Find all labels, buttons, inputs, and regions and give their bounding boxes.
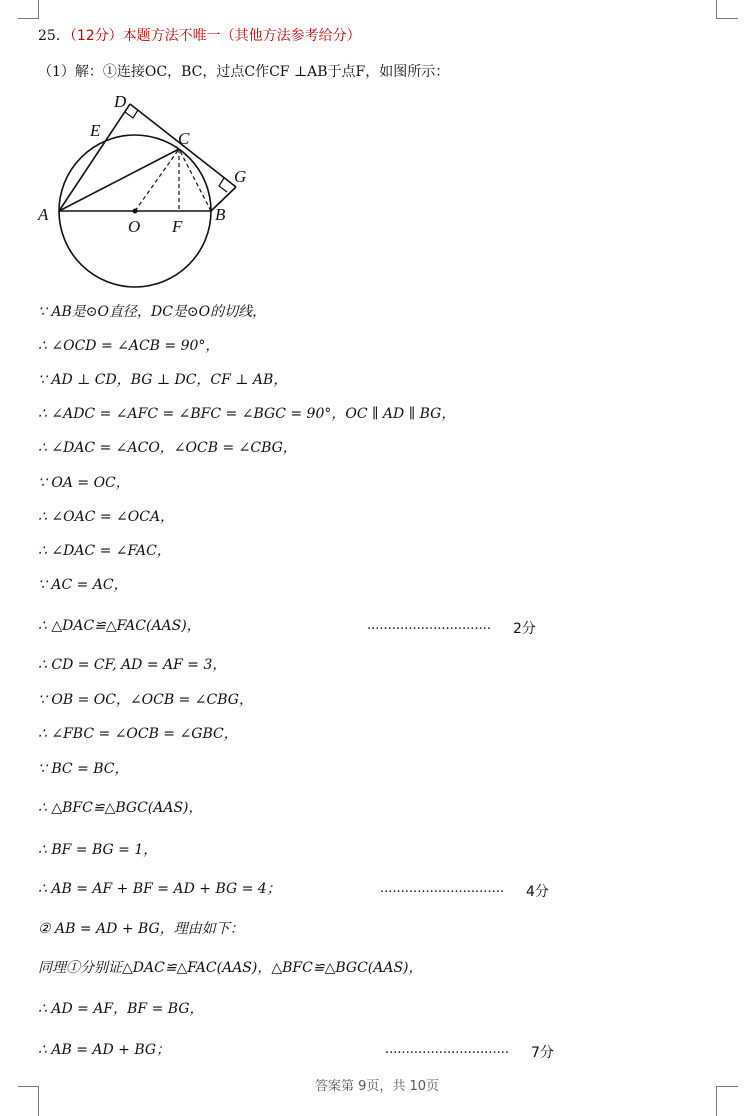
proof-line-13: ∴ ∠FBC = ∠OCB = ∠GBC， [38, 726, 238, 742]
segment-oc [135, 149, 179, 211]
proof-line-12: ∵ OB = OC，∠OCB = ∠CBG， [38, 692, 253, 708]
label-a: A [38, 205, 49, 224]
proof-line-3: ∵ AD ⊥ CD，BG ⊥ DC，CF ⊥ AB， [38, 372, 288, 388]
crop-mark-top-left-v [38, 0, 39, 18]
question-header [38, 26, 361, 46]
score-label-3: 7分 [531, 1045, 554, 1061]
page-footer: 答案第 9页，共 10页 [314, 1079, 440, 1094]
score-label-2: 4分 [526, 884, 549, 900]
proof-line-11: ∴ CD = CF, AD = AF = 3， [38, 657, 227, 673]
center-dot-o [133, 209, 138, 214]
crop-mark-top-right-h [716, 18, 738, 19]
proof-line-20: ∴ AD = AF，BF = BG， [38, 1001, 204, 1017]
proof-line-18: ② AB = AD + BG，理由如下： [38, 921, 244, 937]
proof-line-8: ∴ ∠DAC = ∠FAC， [38, 543, 171, 559]
proof-line-15: ∴ △BFC≌△BGC(AAS)， [38, 800, 203, 816]
segment-ac [59, 149, 179, 211]
proof-line-21: ∴ AB = AD + BG； [38, 1042, 171, 1058]
label-b: B [215, 205, 226, 224]
geometry-figure [30, 90, 260, 295]
right-angle-mark-g [219, 178, 227, 192]
label-d: D [114, 92, 127, 111]
solution-intro: （1）解：①连接OC，BC，过点C作CF ⊥AB于点F，如图所示： [38, 64, 450, 80]
score-dots-1: .............................. [367, 618, 491, 633]
proof-line-19: 同理①分别证△DAC≌△FAC(AAS)，△BFC≌△BGC(AAS)， [38, 960, 423, 976]
label-g: G [234, 167, 247, 186]
label-c: C [178, 129, 190, 148]
proof-line-17: ∴ AB = AF + BF = AD + BG = 4； [38, 881, 281, 897]
proof-line-2: ∴ ∠OCD = ∠ACB = 90°， [38, 338, 220, 354]
proof-line-10: ∴ △DAC≌△FAC(AAS)， [38, 618, 201, 634]
proof-line-4: ∴ ∠ADC = ∠AFC = ∠BFC = ∠BGC = 90°，OC ∥ AD ∥ BG， [38, 406, 456, 422]
score-dots-2: .............................. [380, 881, 504, 896]
proof-line-7: ∴ ∠OAC = ∠OCA， [38, 509, 175, 525]
proof-line-16: ∴ BF = BG = 1， [38, 842, 158, 858]
label-e: E [90, 121, 101, 140]
proof-line-5: ∴ ∠DAC = ∠ACO，∠OCB = ∠CBG， [38, 440, 297, 456]
score-label-1: 2分 [513, 621, 536, 637]
proof-line-14: ∵ BC = BC， [38, 761, 129, 777]
question-title: （12分）本题方法不唯一（其他方法参考给分） [69, 28, 361, 44]
proof-line-9: ∵ AC = AC， [38, 577, 128, 593]
score-dots-3: .............................. [385, 1042, 509, 1057]
question-number: 25． [38, 28, 70, 44]
label-f: F [172, 217, 183, 236]
proof-line-6: ∵ OA = OC， [38, 475, 130, 491]
crop-mark-top-right-v [716, 0, 717, 18]
segment-bc [179, 149, 211, 211]
label-o: O [128, 217, 141, 236]
crop-mark-top-left-h [18, 18, 39, 19]
proof-line-1: ∵ AB是⊙O直径，DC是⊙O的切线， [38, 304, 267, 320]
right-angle-mark-d [125, 110, 138, 118]
